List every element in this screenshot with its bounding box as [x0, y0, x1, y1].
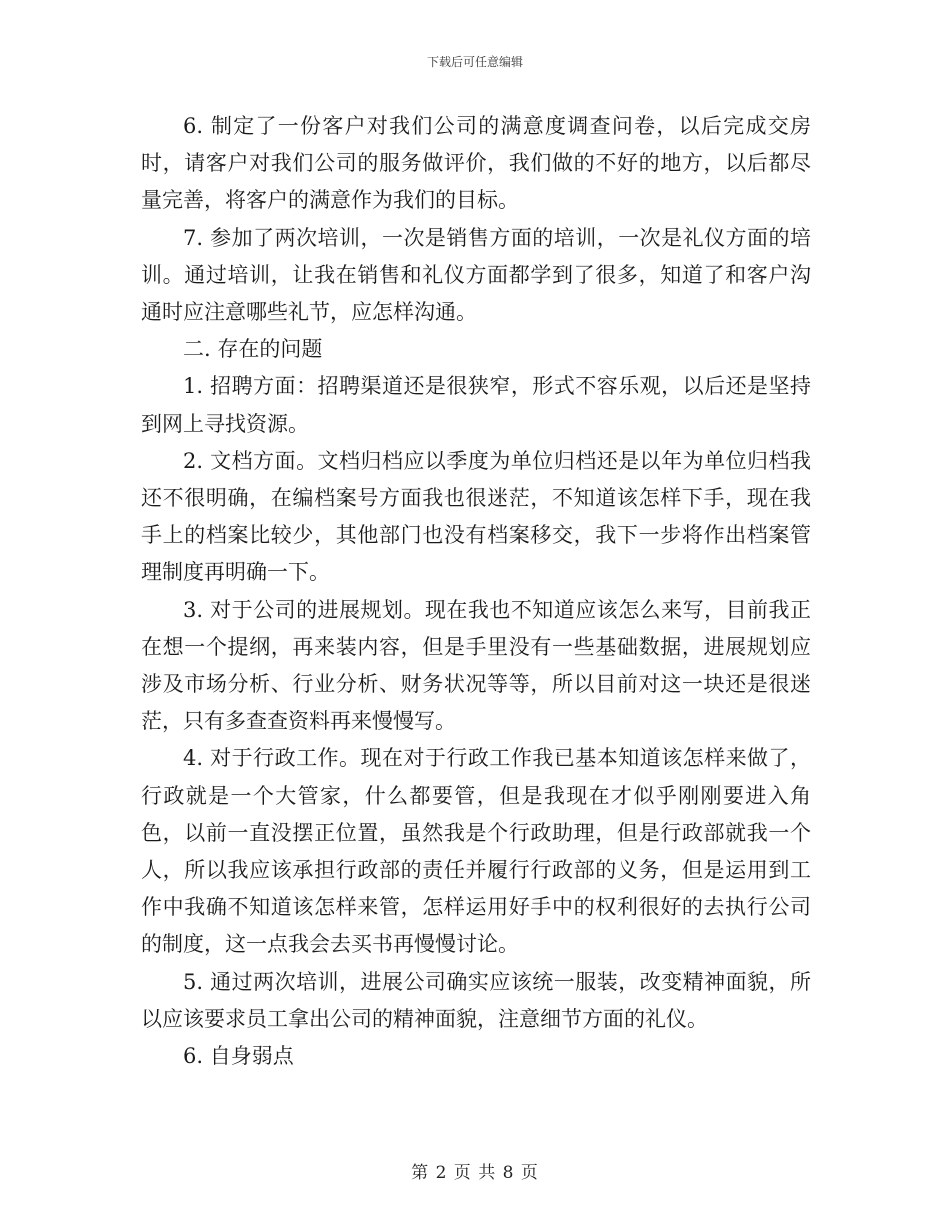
- paragraph-problem-uniform: 5. 通过两次培训，进展公司确实应该统一服装，改变精神面貌，所以应该要求员工拿出公司的精神面貌，注意细节方面的礼仪。: [141, 969, 811, 1031]
- header-note: 下载后可任意编辑: [426, 55, 523, 69]
- paragraph-problem-weakness: 6. 自身弱点: [183, 1044, 294, 1069]
- paragraph-problem-administration: 4. 对于行政工作。现在对于行政工作我已基本知道该怎样来做了，行政就是一个大管家，什么都要管，但是我现在才似乎刚刚要进入角色，以前一直没摆正位置，虽然我是个行政助理，但是行政部就我一个人，所以我应该承担行政部的责任并履行行政部的义务，但是运用到工作中我确不知道该怎样来管，怎样运用好手中的权利很好的去执行公司的制度，这一点我会去买书再慢慢讨论。: [141, 746, 811, 957]
- paragraph-problem-recruitment: 1. 招聘方面：招聘渠道还是很狭窄，形式不容乐观，以后还是坚持到网上寻找资源。: [141, 374, 811, 436]
- section-heading-problems: 二. 存在的问题: [183, 337, 323, 362]
- paragraph-item-7-training: 7. 参加了两次培训，一次是销售方面的培训，一次是礼仪方面的培训。通过培训，让我在销售和礼仪方面都学到了很多，知道了和客户沟通时应注意哪些礼节，应怎样沟通。: [141, 225, 811, 325]
- page-number-label: 第 2 页 共 8 页: [411, 1163, 539, 1183]
- paragraph-item-6-survey: 6. 制定了一份客户对我们公司的满意度调查问卷，以后完成交房时，请客户对我们公司的服务做评价，我们做的不好的地方，以后都尽量完善，将客户的满意作为我们的目标。: [141, 114, 811, 213]
- paragraph-problem-documents: 2. 文档方面。文档归档应以季度为单位归档还是以年为单位归档我还不很明确，在编档案号方面我也很迷茫，不知道该怎样下手，现在我手上的档案比较少，其他部门也没有档案移交，我下一步将作出档案管理制度再明确一下。: [141, 448, 811, 585]
- paragraph-problem-planning: 3. 对于公司的进展规划。现在我也不知道应该怎么来写，目前我正在想一个提纲，再来装内容，但是手里没有一些基础数据，进展规划应涉及市场分析、行业分析、财务状况等等，所以目前对这一块还是很迷茫，只有多查查资料再来慢慢写。: [141, 597, 811, 734]
- document-body: [141, 108, 811, 1075]
- page-number-footer: [0, 1158, 950, 1183]
